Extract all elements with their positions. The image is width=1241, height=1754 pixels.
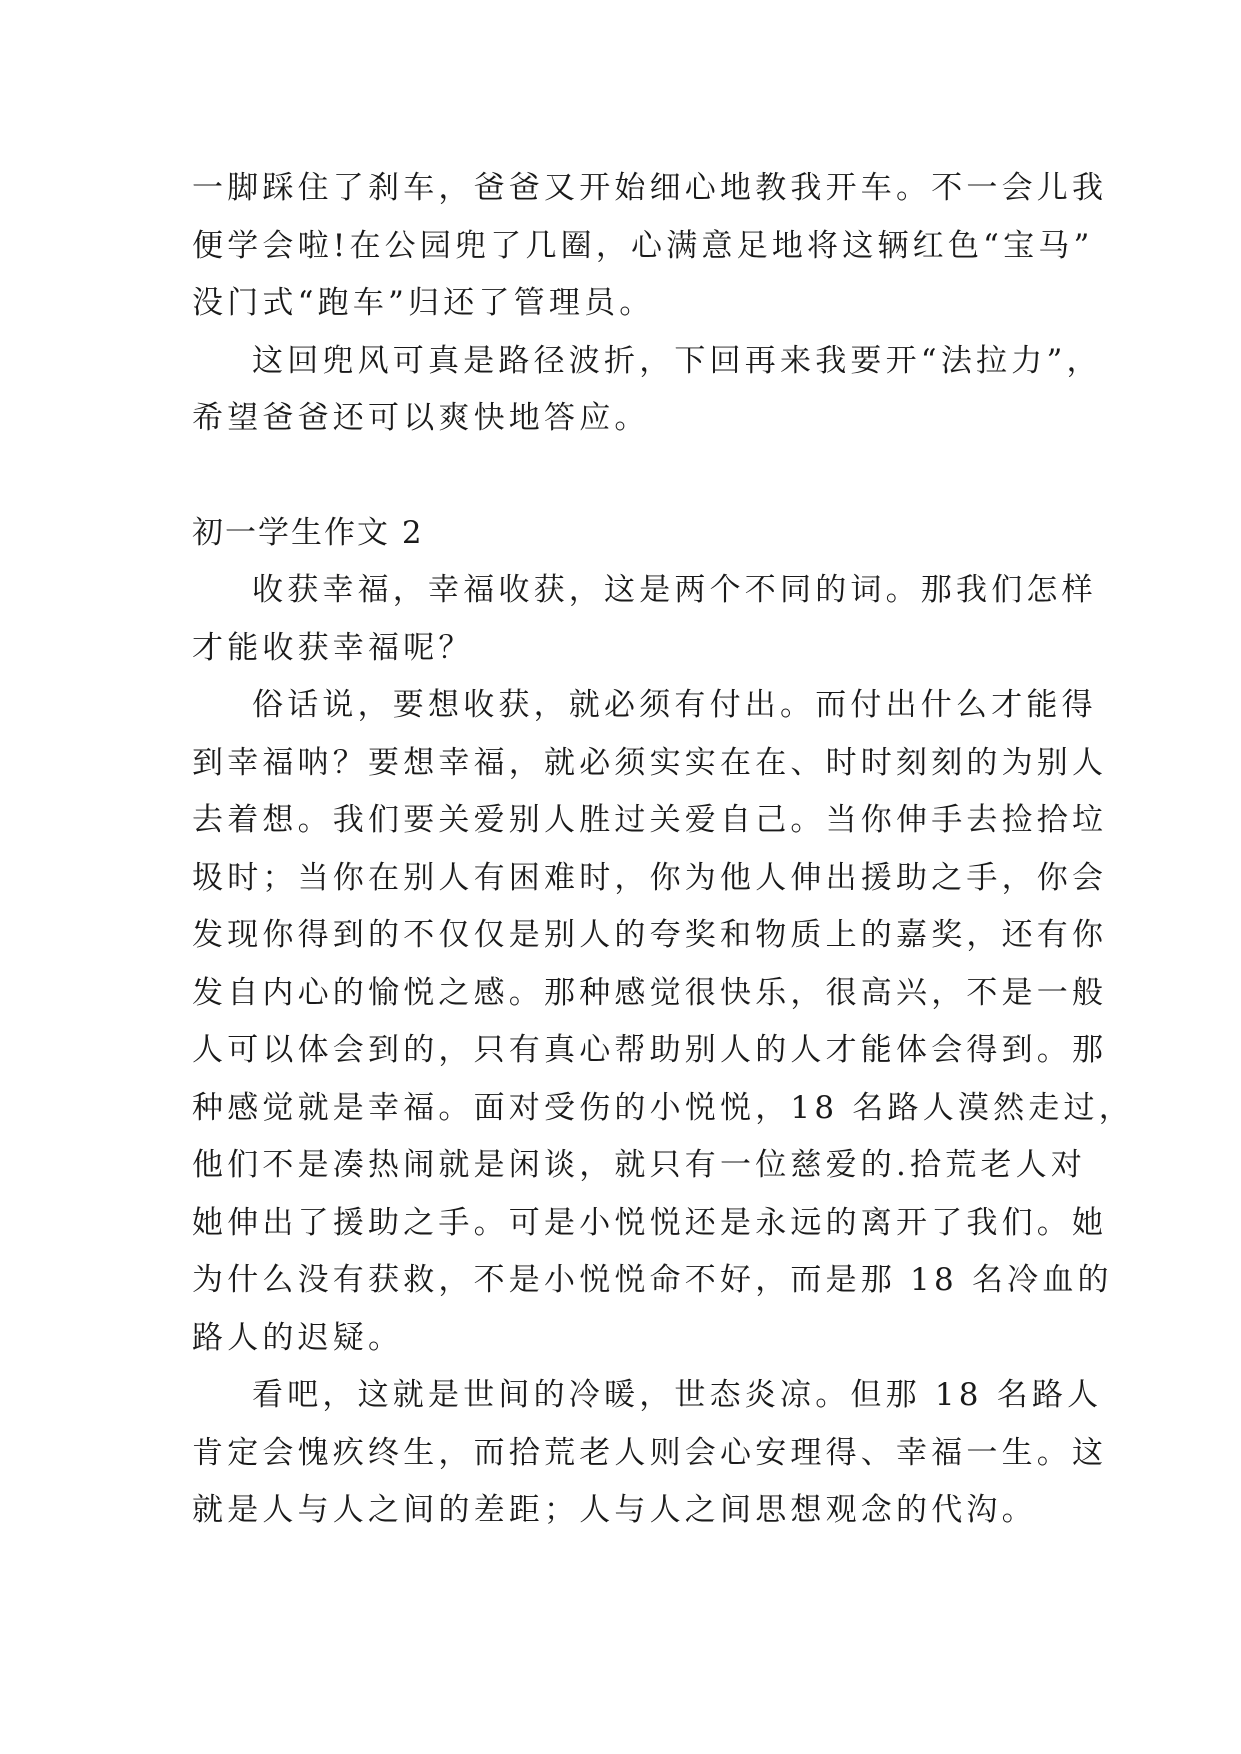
text-line: 他们不是凑热闹就是闲谈，就只有一位慈爱的.拾荒老人对: [192, 1147, 1087, 1183]
text-line: 发自内心的愉悦之感。那种感觉很快乐，很高兴，不是一般: [192, 974, 1108, 1011]
paragraph: [192, 677, 1134, 1367]
section-heading: 初一学生作文 2: [192, 514, 424, 551]
text-line: 人可以体会到的，只有真心帮助别人的人才能体会得到。那: [192, 1032, 1108, 1068]
text-line: 种感觉就是幸福。面对受伤的小悦悦，18 名路人漠然走过，: [192, 1089, 1134, 1126]
text-line: 肯定会愧疚终生，而拾荒老人则会心安理得、幸福一生。这: [192, 1434, 1108, 1471]
text-line: 到幸福呐？要想幸福，就必须实实在在、时时刻刻的为别人: [192, 744, 1108, 781]
paragraph-continuation: [192, 160, 1108, 333]
text-line: 路人的迟疑。: [192, 1319, 404, 1356]
text-line: 看吧，这就是世间的冷暖，世态炎凉。但那 18 名路人: [252, 1377, 1103, 1413]
text-line: 俗话说，要想收获，就必须有付出。而付出什么才能得: [252, 687, 1097, 723]
text-line: 去着想。我们要关爱别人胜过关爱自己。当你伸手去捡拾垃: [192, 802, 1108, 838]
text-line: 就是人与人之间的差距；人与人之间思想观念的代沟。: [192, 1492, 1037, 1528]
text-line: 发现你得到的不仅仅是别人的夸奖和物质上的嘉奖，还有你: [192, 917, 1108, 953]
paragraph: [192, 333, 1102, 448]
text-line: 收获幸福，幸福收获，这是两个不同的词。那我们怎样: [252, 572, 1097, 608]
paragraph: [192, 562, 1097, 677]
text-line: 一脚踩住了刹车，爸爸又开始细心地教我开车。不一会儿我: [192, 170, 1108, 206]
text-line: 希望爸爸还可以爽快地答应。: [192, 400, 650, 436]
document-body: [192, 160, 1134, 1540]
text-line: 为什么没有获救，不是小悦悦命不好，而是那 18 名冷血的: [192, 1262, 1113, 1298]
paragraph: [192, 1367, 1108, 1540]
text-line: 便学会啦!在公园兜了几圈，心满意足地将这辆红色“宝马”: [192, 227, 1094, 264]
text-line: 没门式“跑车”归还了管理员。: [192, 285, 655, 321]
text-line: 才能收获幸福呢？: [192, 629, 474, 666]
text-line: 她伸出了援助之手。可是小悦悦还是永远的离开了我们。她: [192, 1204, 1108, 1241]
text-line: 圾时；当你在别人有困难时，你为他人伸出援助之手，你会: [192, 859, 1108, 896]
text-line: 这回兜风可真是路径波折，下回再来我要开“法拉力”，: [252, 342, 1102, 379]
